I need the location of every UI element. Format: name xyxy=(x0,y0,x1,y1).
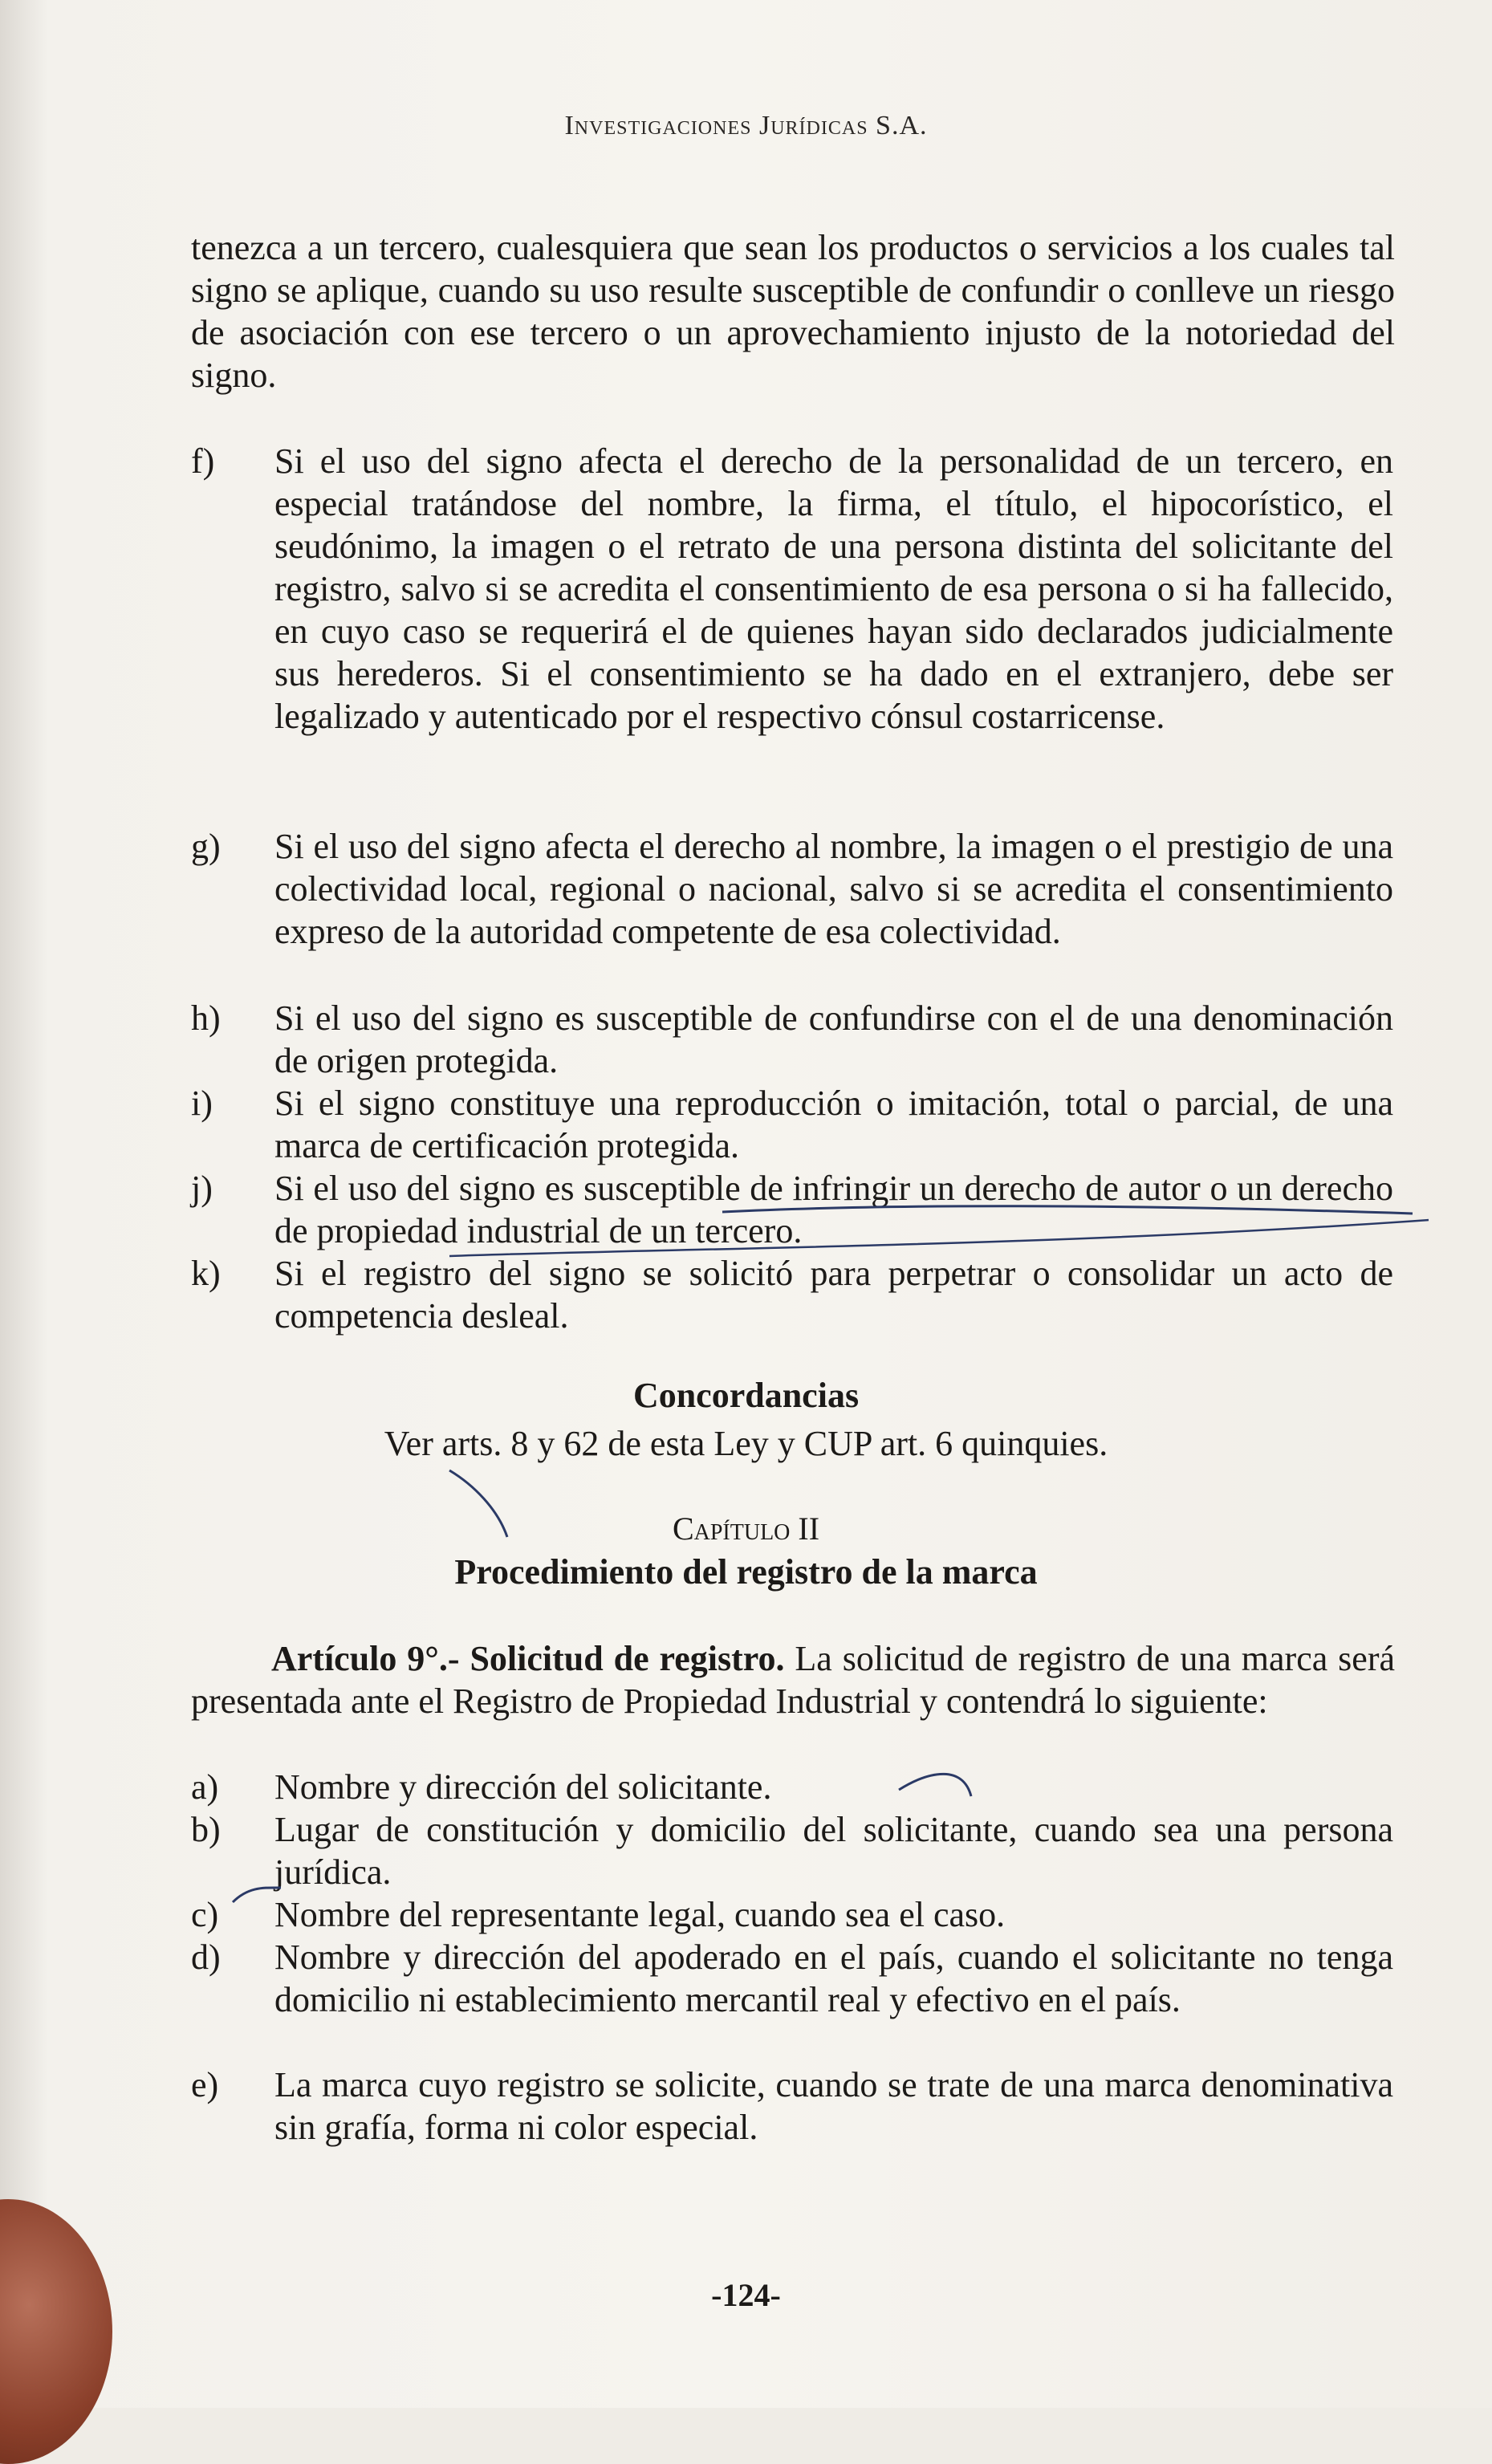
chapter-label: Capítulo II xyxy=(672,1511,820,1547)
item-letter: h) xyxy=(191,998,221,1038)
item-text: La marca cuyo registro se solicite, cuando se trate de una marca denominativa sin grafía, forma ni color especial. xyxy=(274,2065,1393,2147)
item-letter: d) xyxy=(191,1937,221,1977)
continuation-paragraph: tenezca a un tercero, cualesquiera que sean los productos o servicios a los cuales tal signo se aplique, cuando su uso resulte susceptible de confundir o conlleve un riesgo de asociación con ese tercero o un aprovechamiento injusto de la notoriedad del signo. xyxy=(191,228,1395,395)
item-text: Si el signo constituye una reproducción o imitación, total o parcial, de una marca de certificación protegida. xyxy=(274,1084,1393,1165)
item-text: Si el uso del signo afecta el derecho de la personalidad de un tercero, en especial tratándose del nombre, la firma, el título, el hipocorístico, el seudónimo, la imagen o el retrato de una persona distinta del solicitante del registro, salvo si se acredita el consentimiento de esa persona o si ha fallecido, en cuyo caso se requerirá el de quienes hayan sido declarados judicialmente sus herederos. Si el consentimiento se ha dado en el extranjero, debe ser legalizado y autenticado por el respectivo cónsul costarricense. xyxy=(274,441,1393,736)
item-letter: c) xyxy=(191,1895,219,1934)
item-letter: b) xyxy=(191,1810,221,1849)
item-text: Lugar de constitución y domicilio del solicitante, cuando sea una persona jurídica. xyxy=(274,1810,1393,1892)
running-header: Investigaciones Jurídicas S.A. xyxy=(564,111,928,140)
article-intro: La solicitud de registro de una marca será presentada ante el Registro de Propiedad Industrial y contendrá lo siguiente: xyxy=(191,1639,1395,1721)
thumb-image xyxy=(0,2199,112,2464)
item-letter: e) xyxy=(191,2065,219,2104)
item-letter: k) xyxy=(191,1254,221,1293)
item-letter: j) xyxy=(191,1169,213,1208)
item-letter: g) xyxy=(191,827,221,866)
concordancias-text: Ver arts. 8 y 62 de esta Ley y CUP art. 6 quinquies. xyxy=(384,1424,1108,1463)
item-letter: a) xyxy=(191,1767,219,1807)
article-paragraph xyxy=(191,1637,1395,1722)
item-letter: f) xyxy=(191,441,215,481)
item-text: Nombre y dirección del apoderado en el país, cuando el solicitante no tenga domicilio ni establecimiento mercantil real y efectivo en el país. xyxy=(274,1937,1393,2019)
item-text: Si el registro del signo se solicitó para perpetrar o consolidar un acto de competencia desleal. xyxy=(274,1254,1393,1336)
item-text: Si el uso del signo afecta el derecho al nombre, la imagen o el prestigio de una colectividad local, regional o nacional, salvo si se acredita el consentimiento expreso de la autoridad competente de esa colectividad. xyxy=(274,827,1393,951)
article-heading: Artículo 9°.- Solicitud de registro. xyxy=(271,1639,785,1678)
item-text: Nombre del representante legal, cuando sea el caso. xyxy=(274,1895,1006,1934)
chapter-title: Procedimiento del registro de la marca xyxy=(454,1552,1038,1592)
page-number: -124- xyxy=(711,2277,781,2313)
item-letter: i) xyxy=(191,1084,213,1123)
item-text: Si el uso del signo es susceptible de infringir un derecho de autor o un derecho de propiedad industrial de un tercero. xyxy=(274,1169,1393,1250)
item-text: Si el uso del signo es susceptible de confundirse con el de una denominación de origen protegida. xyxy=(274,998,1393,1080)
item-text: Nombre y dirección del solicitante. xyxy=(274,1767,772,1807)
concordancias-title: Concordancias xyxy=(632,1376,860,1415)
